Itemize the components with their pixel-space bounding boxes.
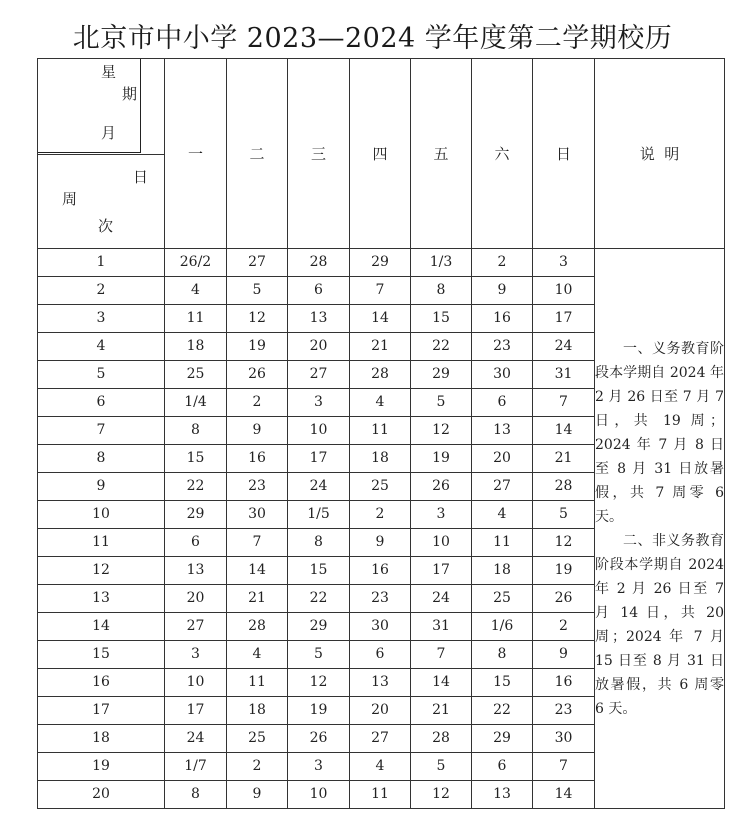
- date-cell: 29: [411, 361, 472, 389]
- date-cell: 13: [165, 557, 227, 585]
- date-cell: 4: [350, 389, 411, 417]
- week-number-cell: 10: [38, 501, 165, 529]
- date-cell: 3: [533, 249, 595, 277]
- date-cell: 11: [350, 417, 411, 445]
- date-cell: 13: [472, 417, 533, 445]
- corner-box: [38, 59, 141, 153]
- date-cell: 2: [227, 753, 288, 781]
- date-cell: 26/2: [165, 249, 227, 277]
- corner-label-zhou: 周: [62, 190, 78, 208]
- week-number-cell: 14: [38, 613, 165, 641]
- date-cell: 14: [533, 781, 595, 809]
- date-cell: 16: [227, 445, 288, 473]
- date-cell: 18: [165, 333, 227, 361]
- date-cell: 1/6: [472, 613, 533, 641]
- date-cell: 22: [165, 473, 227, 501]
- date-cell: 11: [227, 669, 288, 697]
- date-cell: 25: [227, 725, 288, 753]
- date-cell: 9: [227, 781, 288, 809]
- weekday-header-mon: 一: [165, 59, 227, 249]
- weekday-header-thu: 四: [350, 59, 411, 249]
- weekday-header-wed: 三: [288, 59, 350, 249]
- date-cell: 3: [411, 501, 472, 529]
- week-number-cell: 1: [38, 249, 165, 277]
- date-cell: 1/3: [411, 249, 472, 277]
- date-cell: 27: [350, 725, 411, 753]
- date-cell: 20: [472, 445, 533, 473]
- date-cell: 28: [288, 249, 350, 277]
- date-cell: 19: [411, 445, 472, 473]
- date-cell: 9: [227, 417, 288, 445]
- date-cell: 9: [533, 641, 595, 669]
- date-cell: 14: [533, 417, 595, 445]
- date-cell: 3: [165, 641, 227, 669]
- week-number-cell: 7: [38, 417, 165, 445]
- date-cell: 15: [411, 305, 472, 333]
- week-number-cell: 3: [38, 305, 165, 333]
- date-cell: 16: [472, 305, 533, 333]
- date-cell: 28: [350, 361, 411, 389]
- week-number-cell: 9: [38, 473, 165, 501]
- date-cell: 8: [472, 641, 533, 669]
- corner-label-yue: 月: [101, 124, 117, 142]
- weekday-header-fri: 五: [411, 59, 472, 249]
- date-cell: 10: [288, 781, 350, 809]
- week-number-cell: 12: [38, 557, 165, 585]
- date-cell: 21: [227, 585, 288, 613]
- date-cell: 30: [533, 725, 595, 753]
- date-cell: 26: [288, 725, 350, 753]
- date-cell: 23: [472, 333, 533, 361]
- week-number-cell: 6: [38, 389, 165, 417]
- date-cell: 26: [533, 585, 595, 613]
- date-cell: 24: [411, 585, 472, 613]
- date-cell: 20: [288, 333, 350, 361]
- date-cell: 15: [472, 669, 533, 697]
- date-cell: 21: [533, 445, 595, 473]
- corner-divider: [38, 154, 164, 155]
- week-number-cell: 8: [38, 445, 165, 473]
- date-cell: 12: [411, 781, 472, 809]
- page-title: 北京市中小学 2023—2024 学年度第二学期校历: [72, 23, 673, 54]
- date-cell: 6: [288, 277, 350, 305]
- date-cell: 20: [350, 697, 411, 725]
- date-cell: 25: [472, 585, 533, 613]
- date-cell: 23: [227, 473, 288, 501]
- date-cell: 25: [165, 361, 227, 389]
- date-cell: 12: [411, 417, 472, 445]
- date-cell: 21: [350, 333, 411, 361]
- date-cell: 22: [411, 333, 472, 361]
- date-cell: 29: [288, 613, 350, 641]
- date-cell: 26: [411, 473, 472, 501]
- date-cell: 15: [165, 445, 227, 473]
- date-cell: 17: [165, 697, 227, 725]
- week-number-cell: 16: [38, 669, 165, 697]
- date-cell: 27: [472, 473, 533, 501]
- corner-label-qi: 期: [122, 85, 138, 103]
- school-calendar-table: [37, 58, 725, 809]
- corner-label-ci: 次: [98, 217, 114, 235]
- date-cell: 9: [472, 277, 533, 305]
- date-cell: 30: [350, 613, 411, 641]
- date-cell: 31: [533, 361, 595, 389]
- date-cell: 8: [411, 277, 472, 305]
- date-cell: 25: [350, 473, 411, 501]
- date-cell: 28: [227, 613, 288, 641]
- date-cell: 4: [350, 753, 411, 781]
- date-cell: 10: [165, 669, 227, 697]
- date-cell: 12: [533, 529, 595, 557]
- date-cell: 8: [165, 417, 227, 445]
- date-cell: 11: [472, 529, 533, 557]
- date-cell: 6: [350, 641, 411, 669]
- date-cell: 30: [227, 501, 288, 529]
- date-cell: 22: [472, 697, 533, 725]
- date-cell: 17: [288, 445, 350, 473]
- note-paragraph: 一、义务教育阶段本学期自 2024 年 2 月 26 日至 7 月 7 日，共 19 周；2024 年 7 月 8 日至 8 月 31 日放暑假，共 7 周零 6 天。: [595, 340, 724, 525]
- date-cell: 27: [227, 249, 288, 277]
- corner-header-cell: [38, 59, 165, 249]
- date-cell: 27: [165, 613, 227, 641]
- date-cell: 17: [533, 305, 595, 333]
- date-cell: 5: [533, 501, 595, 529]
- date-cell: 31: [411, 613, 472, 641]
- date-cell: 19: [288, 697, 350, 725]
- date-cell: 3: [288, 753, 350, 781]
- header-row: [38, 59, 725, 249]
- week-number-cell: 15: [38, 641, 165, 669]
- date-cell: 7: [411, 641, 472, 669]
- week-number-cell: 2: [38, 277, 165, 305]
- date-cell: 7: [350, 277, 411, 305]
- date-cell: 24: [165, 725, 227, 753]
- date-cell: 4: [227, 641, 288, 669]
- date-cell: 22: [288, 585, 350, 613]
- week-number-cell: 4: [38, 333, 165, 361]
- week-number-cell: 19: [38, 753, 165, 781]
- date-cell: 19: [227, 333, 288, 361]
- notes-header: 说 明: [595, 59, 725, 249]
- date-cell: 6: [165, 529, 227, 557]
- date-cell: 13: [350, 669, 411, 697]
- date-cell: 6: [472, 753, 533, 781]
- date-cell: 19: [533, 557, 595, 585]
- date-cell: 10: [411, 529, 472, 557]
- date-cell: 8: [288, 529, 350, 557]
- date-cell: 18: [472, 557, 533, 585]
- date-cell: 18: [227, 697, 288, 725]
- date-cell: 2: [227, 389, 288, 417]
- notes-cell: [595, 249, 725, 809]
- date-cell: 1/7: [165, 753, 227, 781]
- date-cell: 3: [288, 389, 350, 417]
- date-cell: 23: [533, 697, 595, 725]
- date-cell: 20: [165, 585, 227, 613]
- date-cell: 7: [533, 389, 595, 417]
- corner-label-xing: 星: [101, 63, 117, 81]
- date-cell: 10: [288, 417, 350, 445]
- week-number-cell: 11: [38, 529, 165, 557]
- date-cell: 17: [411, 557, 472, 585]
- date-cell: 14: [411, 669, 472, 697]
- weekday-header-sat: 六: [472, 59, 533, 249]
- date-cell: 5: [411, 753, 472, 781]
- date-cell: 8: [165, 781, 227, 809]
- date-cell: 30: [472, 361, 533, 389]
- date-cell: 28: [533, 473, 595, 501]
- date-cell: 6: [472, 389, 533, 417]
- date-cell: 5: [288, 641, 350, 669]
- date-cell: 9: [350, 529, 411, 557]
- date-cell: 12: [288, 669, 350, 697]
- date-cell: 14: [227, 557, 288, 585]
- corner-label-ri: 日: [133, 168, 149, 186]
- date-cell: 16: [533, 669, 595, 697]
- week-number-cell: 18: [38, 725, 165, 753]
- date-cell: 13: [472, 781, 533, 809]
- date-cell: 14: [350, 305, 411, 333]
- date-cell: 7: [227, 529, 288, 557]
- date-cell: 15: [288, 557, 350, 585]
- note-paragraph: 二、非义务教育阶段本学期自 2024 年 2 月 26 日至 7 月 14 日，共 20 周；2024 年 7 月 15 日至 8 月 31 日放暑假，共 6 周零 6 天。: [595, 532, 724, 717]
- week-number-cell: 20: [38, 781, 165, 809]
- date-cell: 16: [350, 557, 411, 585]
- weekday-header-tue: 二: [227, 59, 288, 249]
- date-cell: 29: [472, 725, 533, 753]
- date-cell: 4: [165, 277, 227, 305]
- date-cell: 2: [533, 613, 595, 641]
- date-cell: 21: [411, 697, 472, 725]
- date-cell: 11: [350, 781, 411, 809]
- week-number-cell: 17: [38, 697, 165, 725]
- date-cell: 24: [533, 333, 595, 361]
- date-cell: 2: [350, 501, 411, 529]
- date-cell: 28: [411, 725, 472, 753]
- date-cell: 13: [288, 305, 350, 333]
- date-cell: 7: [533, 753, 595, 781]
- weekday-header-sun: 日: [533, 59, 595, 249]
- date-cell: 23: [350, 585, 411, 613]
- date-cell: 4: [472, 501, 533, 529]
- date-cell: 24: [288, 473, 350, 501]
- date-cell: 1/5: [288, 501, 350, 529]
- date-cell: 26: [227, 361, 288, 389]
- week-number-cell: 5: [38, 361, 165, 389]
- date-cell: 11: [165, 305, 227, 333]
- date-cell: 1/4: [165, 389, 227, 417]
- date-cell: 27: [288, 361, 350, 389]
- date-cell: 2: [472, 249, 533, 277]
- week-number-cell: 13: [38, 585, 165, 613]
- date-cell: 29: [165, 501, 227, 529]
- table-row: [38, 249, 725, 277]
- date-cell: 5: [411, 389, 472, 417]
- date-cell: 18: [350, 445, 411, 473]
- date-cell: 5: [227, 277, 288, 305]
- date-cell: 12: [227, 305, 288, 333]
- date-cell: 29: [350, 249, 411, 277]
- date-cell: 10: [533, 277, 595, 305]
